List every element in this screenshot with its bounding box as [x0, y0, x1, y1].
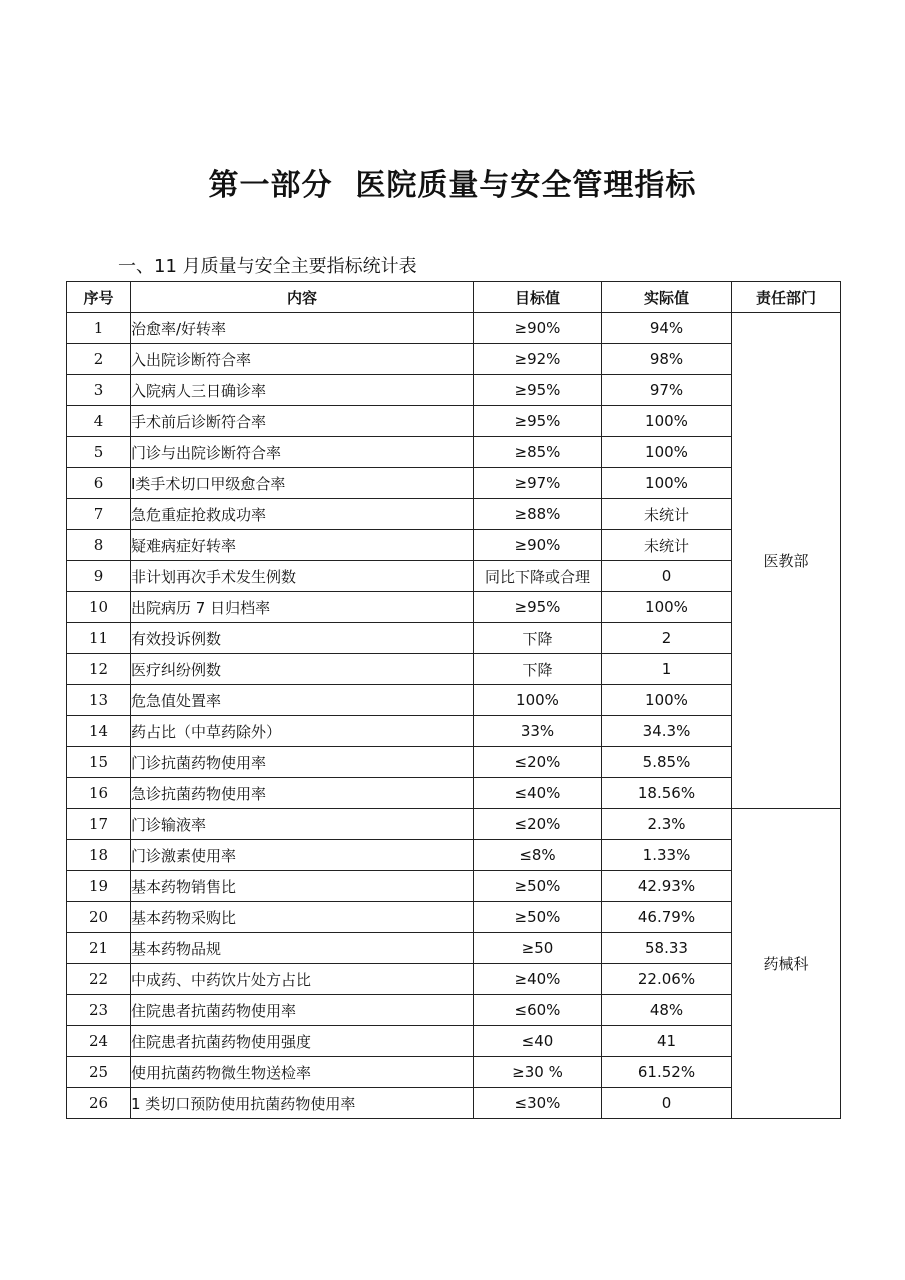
row-index: 22: [67, 964, 131, 995]
row-content: 使用抗菌药物微生物送检率: [131, 1057, 474, 1088]
header-target: 目标值: [474, 282, 602, 313]
row-target: ≥97%: [474, 468, 602, 499]
row-index: 18: [67, 840, 131, 871]
row-index: 24: [67, 1026, 131, 1057]
table-row: [67, 1026, 841, 1057]
table-row: [67, 375, 841, 406]
header-department: 责任部门: [732, 282, 841, 313]
department-cell: 医教部: [732, 313, 841, 809]
table-header-row: [67, 282, 841, 313]
row-content: 门诊输液率: [131, 809, 474, 840]
row-target: ≤40: [474, 1026, 602, 1057]
row-content: 危急值处置率: [131, 685, 474, 716]
table-row: [67, 1057, 841, 1088]
row-actual: 98%: [602, 344, 732, 375]
table-row: [67, 623, 841, 654]
row-actual: 58.33: [602, 933, 732, 964]
row-content: 门诊激素使用率: [131, 840, 474, 871]
row-actual: 34.3%: [602, 716, 732, 747]
row-target: ≥30 %: [474, 1057, 602, 1088]
row-index: 6: [67, 468, 131, 499]
row-actual: 100%: [602, 592, 732, 623]
table-row: [67, 654, 841, 685]
row-content: 急危重症抢救成功率: [131, 499, 474, 530]
row-index: 4: [67, 406, 131, 437]
row-index: 20: [67, 902, 131, 933]
row-index: 10: [67, 592, 131, 623]
row-target: ≥95%: [474, 406, 602, 437]
row-actual: 未统计: [602, 530, 732, 561]
row-content: 住院患者抗菌药物使用强度: [131, 1026, 474, 1057]
row-content: 非计划再次手术发生例数: [131, 561, 474, 592]
row-actual: 1: [602, 654, 732, 685]
table-row: [67, 747, 841, 778]
row-index: 9: [67, 561, 131, 592]
row-content: 入出院诊断符合率: [131, 344, 474, 375]
row-target: ≥92%: [474, 344, 602, 375]
table-row: [67, 406, 841, 437]
row-content: 住院患者抗菌药物使用率: [131, 995, 474, 1026]
row-target: ≤20%: [474, 809, 602, 840]
row-target: 下降: [474, 623, 602, 654]
table-row: [67, 1088, 841, 1119]
row-index: 16: [67, 778, 131, 809]
row-actual: 46.79%: [602, 902, 732, 933]
row-index: 1: [67, 313, 131, 344]
row-content: 有效投诉例数: [131, 623, 474, 654]
table-row: [67, 592, 841, 623]
row-index: 26: [67, 1088, 131, 1119]
table-row: [67, 561, 841, 592]
table-row: [67, 313, 841, 344]
row-content: 入院病人三日确诊率: [131, 375, 474, 406]
row-target: 33%: [474, 716, 602, 747]
row-actual: 100%: [602, 468, 732, 499]
row-target: ≥40%: [474, 964, 602, 995]
row-target: ≤8%: [474, 840, 602, 871]
row-content: 基本药物品规: [131, 933, 474, 964]
row-actual: 2.3%: [602, 809, 732, 840]
row-content: I类手术切口甲级愈合率: [131, 468, 474, 499]
row-content: 手术前后诊断符合率: [131, 406, 474, 437]
table-row: [67, 468, 841, 499]
row-target: ≥85%: [474, 437, 602, 468]
indicator-table: [66, 281, 841, 1119]
row-index: 7: [67, 499, 131, 530]
row-index: 2: [67, 344, 131, 375]
row-index: 15: [67, 747, 131, 778]
row-index: 11: [67, 623, 131, 654]
row-target: ≥95%: [474, 592, 602, 623]
header-actual: 实际值: [602, 282, 732, 313]
row-actual: 94%: [602, 313, 732, 344]
row-target: ≤20%: [474, 747, 602, 778]
table-row: [67, 685, 841, 716]
row-index: 17: [67, 809, 131, 840]
section-heading: 一、11 月质量与安全主要指标统计表: [118, 256, 417, 277]
row-target: ≥50: [474, 933, 602, 964]
table-row: [67, 840, 841, 871]
row-content: 急诊抗菌药物使用率: [131, 778, 474, 809]
row-actual: 5.85%: [602, 747, 732, 778]
row-actual: 未统计: [602, 499, 732, 530]
row-content: 基本药物销售比: [131, 871, 474, 902]
row-index: 23: [67, 995, 131, 1026]
table-row: [67, 964, 841, 995]
row-actual: 2: [602, 623, 732, 654]
row-actual: 0: [602, 1088, 732, 1119]
row-target: ≥95%: [474, 375, 602, 406]
table-row: [67, 344, 841, 375]
table-row: [67, 716, 841, 747]
row-target: ≥50%: [474, 902, 602, 933]
row-index: 12: [67, 654, 131, 685]
row-index: 8: [67, 530, 131, 561]
row-actual: 42.93%: [602, 871, 732, 902]
table-row: [67, 933, 841, 964]
row-content: 门诊抗菌药物使用率: [131, 747, 474, 778]
table-row: [67, 809, 841, 840]
row-actual: 18.56%: [602, 778, 732, 809]
table-row: [67, 437, 841, 468]
table-row: [67, 902, 841, 933]
row-index: 13: [67, 685, 131, 716]
row-content: 1 类切口预防使用抗菌药物使用率: [131, 1088, 474, 1119]
row-index: 25: [67, 1057, 131, 1088]
row-target: ≥90%: [474, 530, 602, 561]
row-target: ≥88%: [474, 499, 602, 530]
row-content: 疑难病症好转率: [131, 530, 474, 561]
header-content: 内容: [131, 282, 474, 313]
row-target: ≥90%: [474, 313, 602, 344]
row-target: ≥50%: [474, 871, 602, 902]
row-content: 治愈率/好转率: [131, 313, 474, 344]
row-actual: 41: [602, 1026, 732, 1057]
row-target: ≤30%: [474, 1088, 602, 1119]
row-actual: 61.52%: [602, 1057, 732, 1088]
row-target: 同比下降或合理: [474, 561, 602, 592]
row-actual: 22.06%: [602, 964, 732, 995]
page-title: 第一部分 医院质量与安全管理指标: [208, 168, 697, 203]
row-target: 下降: [474, 654, 602, 685]
row-target: ≤60%: [474, 995, 602, 1026]
row-content: 门诊与出院诊断符合率: [131, 437, 474, 468]
row-actual: 48%: [602, 995, 732, 1026]
row-index: 3: [67, 375, 131, 406]
table-row: [67, 530, 841, 561]
table-row: [67, 778, 841, 809]
row-content: 中成药、中药饮片处方占比: [131, 964, 474, 995]
table-row: [67, 499, 841, 530]
row-actual: 97%: [602, 375, 732, 406]
table-body: [67, 313, 841, 1119]
row-content: 药占比（中草药除外）: [131, 716, 474, 747]
row-index: 14: [67, 716, 131, 747]
row-actual: 0: [602, 561, 732, 592]
header-index: 序号: [67, 282, 131, 313]
row-content: 出院病历 7 日归档率: [131, 592, 474, 623]
table-row: [67, 871, 841, 902]
row-index: 5: [67, 437, 131, 468]
row-target: ≤40%: [474, 778, 602, 809]
row-index: 21: [67, 933, 131, 964]
row-content: 基本药物采购比: [131, 902, 474, 933]
row-actual: 100%: [602, 406, 732, 437]
row-actual: 100%: [602, 437, 732, 468]
row-target: 100%: [474, 685, 602, 716]
row-index: 19: [67, 871, 131, 902]
department-cell: 药械科: [732, 809, 841, 1119]
row-actual: 100%: [602, 685, 732, 716]
table-row: [67, 995, 841, 1026]
row-content: 医疗纠纷例数: [131, 654, 474, 685]
row-actual: 1.33%: [602, 840, 732, 871]
